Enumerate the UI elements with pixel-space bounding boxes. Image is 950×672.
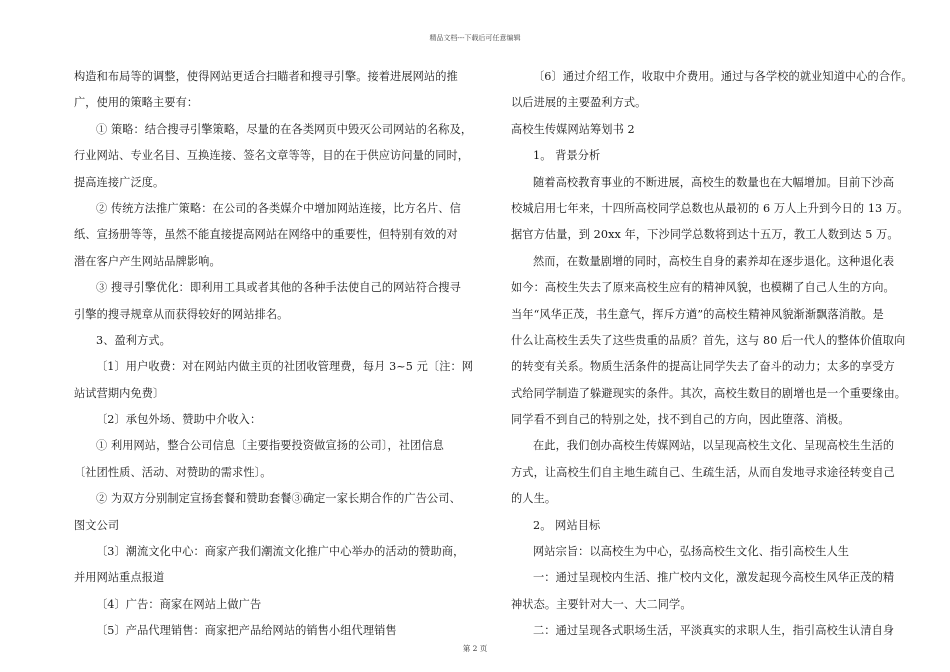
text-line: 〔6〕通过介绍工作，收取中介费用。通过与各学校的就业知道中心的合作。: [533, 70, 913, 83]
text-line: 的人生。: [511, 492, 557, 506]
text-line: 〔1〕用户收费：对在网站内做主页的社团收管理费，每月 3~5 元〔注：网: [96, 360, 474, 374]
text-line: 提高连接广泛度。: [74, 175, 165, 189]
text-line: ① 策略：结合搜寻引擎策略，尽量的在各类网页中毁灭公司网站的名称及，: [96, 122, 473, 136]
text-line: 纸、宣扬册等等，虽然不能直接提高网站在网络中的重要性，但特别有效的对: [74, 228, 458, 242]
text-line: 潜在客户产生网站品牌影响。: [74, 254, 221, 268]
left-column: [74, 64, 474, 645]
text-line: 站试营期内免费〕: [74, 386, 165, 400]
text-line: 2。 网站目标: [533, 518, 601, 532]
text-line: 引擎的搜寻规章从而获得较好的网站排名。: [74, 307, 289, 321]
text-line: 〔社团性质、活动、对赞助的需求性〕。: [74, 465, 272, 479]
text-line: 什么让高校生丢失了这些贵重的品质？首先，这与 80 后一代人的整体价值取向: [511, 333, 906, 347]
text-line: 校城启用七年来，十四所高校同学总数也从最初的 6 万人上升到今日的 13 万。: [511, 201, 909, 215]
text-line: 网站宗旨：以高校生为中心，弘扬高校生文化、指引高校生人生: [533, 545, 850, 559]
text-line: 如今：高校生失去了原来高校生应有的精神风貌，也模糊了自己人生的方向。: [511, 281, 895, 295]
text-line: 然而，在数量剧增的同时，高校生自身的素养却在逐步退化。这种退化表: [533, 254, 895, 268]
text-line: 一：通过呈现校内生活、推广校内文化，激发起现今高校生风华正茂的精: [533, 571, 895, 585]
text-line: 〔5〕产品代理销售：商家把产品给网站的销售小组代理销售: [96, 624, 397, 638]
text-line: 据官方估量，到 20xx 年，下沙同学总数将到达十五万，教工人数到达 5 万。: [511, 228, 899, 242]
text-line: 以后进展的主要盈利方式。: [511, 96, 647, 110]
page-footer: 第 2 页: [462, 644, 488, 653]
text-line: 在此，我们创办高校生传媒网站，以呈现高校生文化、呈现高校生生活的: [533, 439, 895, 453]
text-line: 当年“风华正茂，书生意气，挥斥方遒”的高校生精神风貌渐渐飘落消散。是: [511, 307, 884, 321]
text-line: ② 传统方法推广策略：在公司的各类媒介中增加网站连接，比方名片、信: [96, 201, 461, 215]
text-line: 〔4〕广告：商家在网站上做广告: [96, 597, 262, 611]
text-line: ① 利用网站，整合公司信息〔主要指要投资做宣扬的公司〕，社团信息: [96, 439, 444, 453]
text-line: 1。 背景分析: [533, 149, 601, 163]
text-line: ③ 搜寻引擎优化：即利用工具或者其他的各种手法使自己的网站符合搜寻: [96, 281, 461, 295]
text-line: 随着高校教育事业的不断进展，高校生的数量也在大幅增加。目前下沙高: [533, 175, 895, 189]
text-line: ② 为双方分别制定宣扬套餐和赞助套餐③确定一家长期合作的广告公司、: [96, 492, 461, 506]
text-line: 高校生传媒网站筹划书 2: [511, 122, 635, 136]
text-line: 〔2〕承包外场、赞助中介收入：: [96, 413, 262, 427]
text-line: 3、盈利方式。: [96, 333, 171, 347]
text-line: 并用网站重点报道: [74, 571, 165, 585]
text-line: 二：通过呈现各式职场生活，平淡真实的求职人生，指引高校生认清自身: [533, 624, 895, 638]
text-line: 式给同学制造了躲避现实的条件。其次，高校生数目的剧增也是一个重要缘由。: [511, 386, 907, 400]
right-column: [511, 64, 913, 645]
page-header: 精品文档---下载后可任意编辑: [429, 34, 521, 42]
text-line: 广，使用的策略主要有：: [74, 96, 199, 110]
text-line: 〔3〕潮流文化中心：商家产我们潮流文化推广中心举办的活动的赞助商，: [96, 545, 465, 559]
text-line: 图文公司: [74, 518, 120, 532]
text-line: 的转变有关系。物质生活条件的提高让同学失去了奋斗的动力；太多的享受方: [511, 360, 895, 374]
text-line: 神状态。主要针对大一、大二同学。: [511, 597, 692, 611]
text-line: 同学看不到自己的特别之处，找不到自己的方向，因此堕落、消极。: [511, 413, 850, 427]
text-line: 构造和布局等的调整，使得网站更适合扫瞄者和搜寻引擎。接着进展网站的推: [74, 70, 458, 83]
text-line: 方式，让高校生们自主地生疏自己、生疏生活，从而自发地寻求途径转变自己: [511, 465, 895, 479]
text-line: 行业网站、专业名目、互换连接、签名文章等等，目的在于供应访问量的同时，: [74, 149, 470, 163]
